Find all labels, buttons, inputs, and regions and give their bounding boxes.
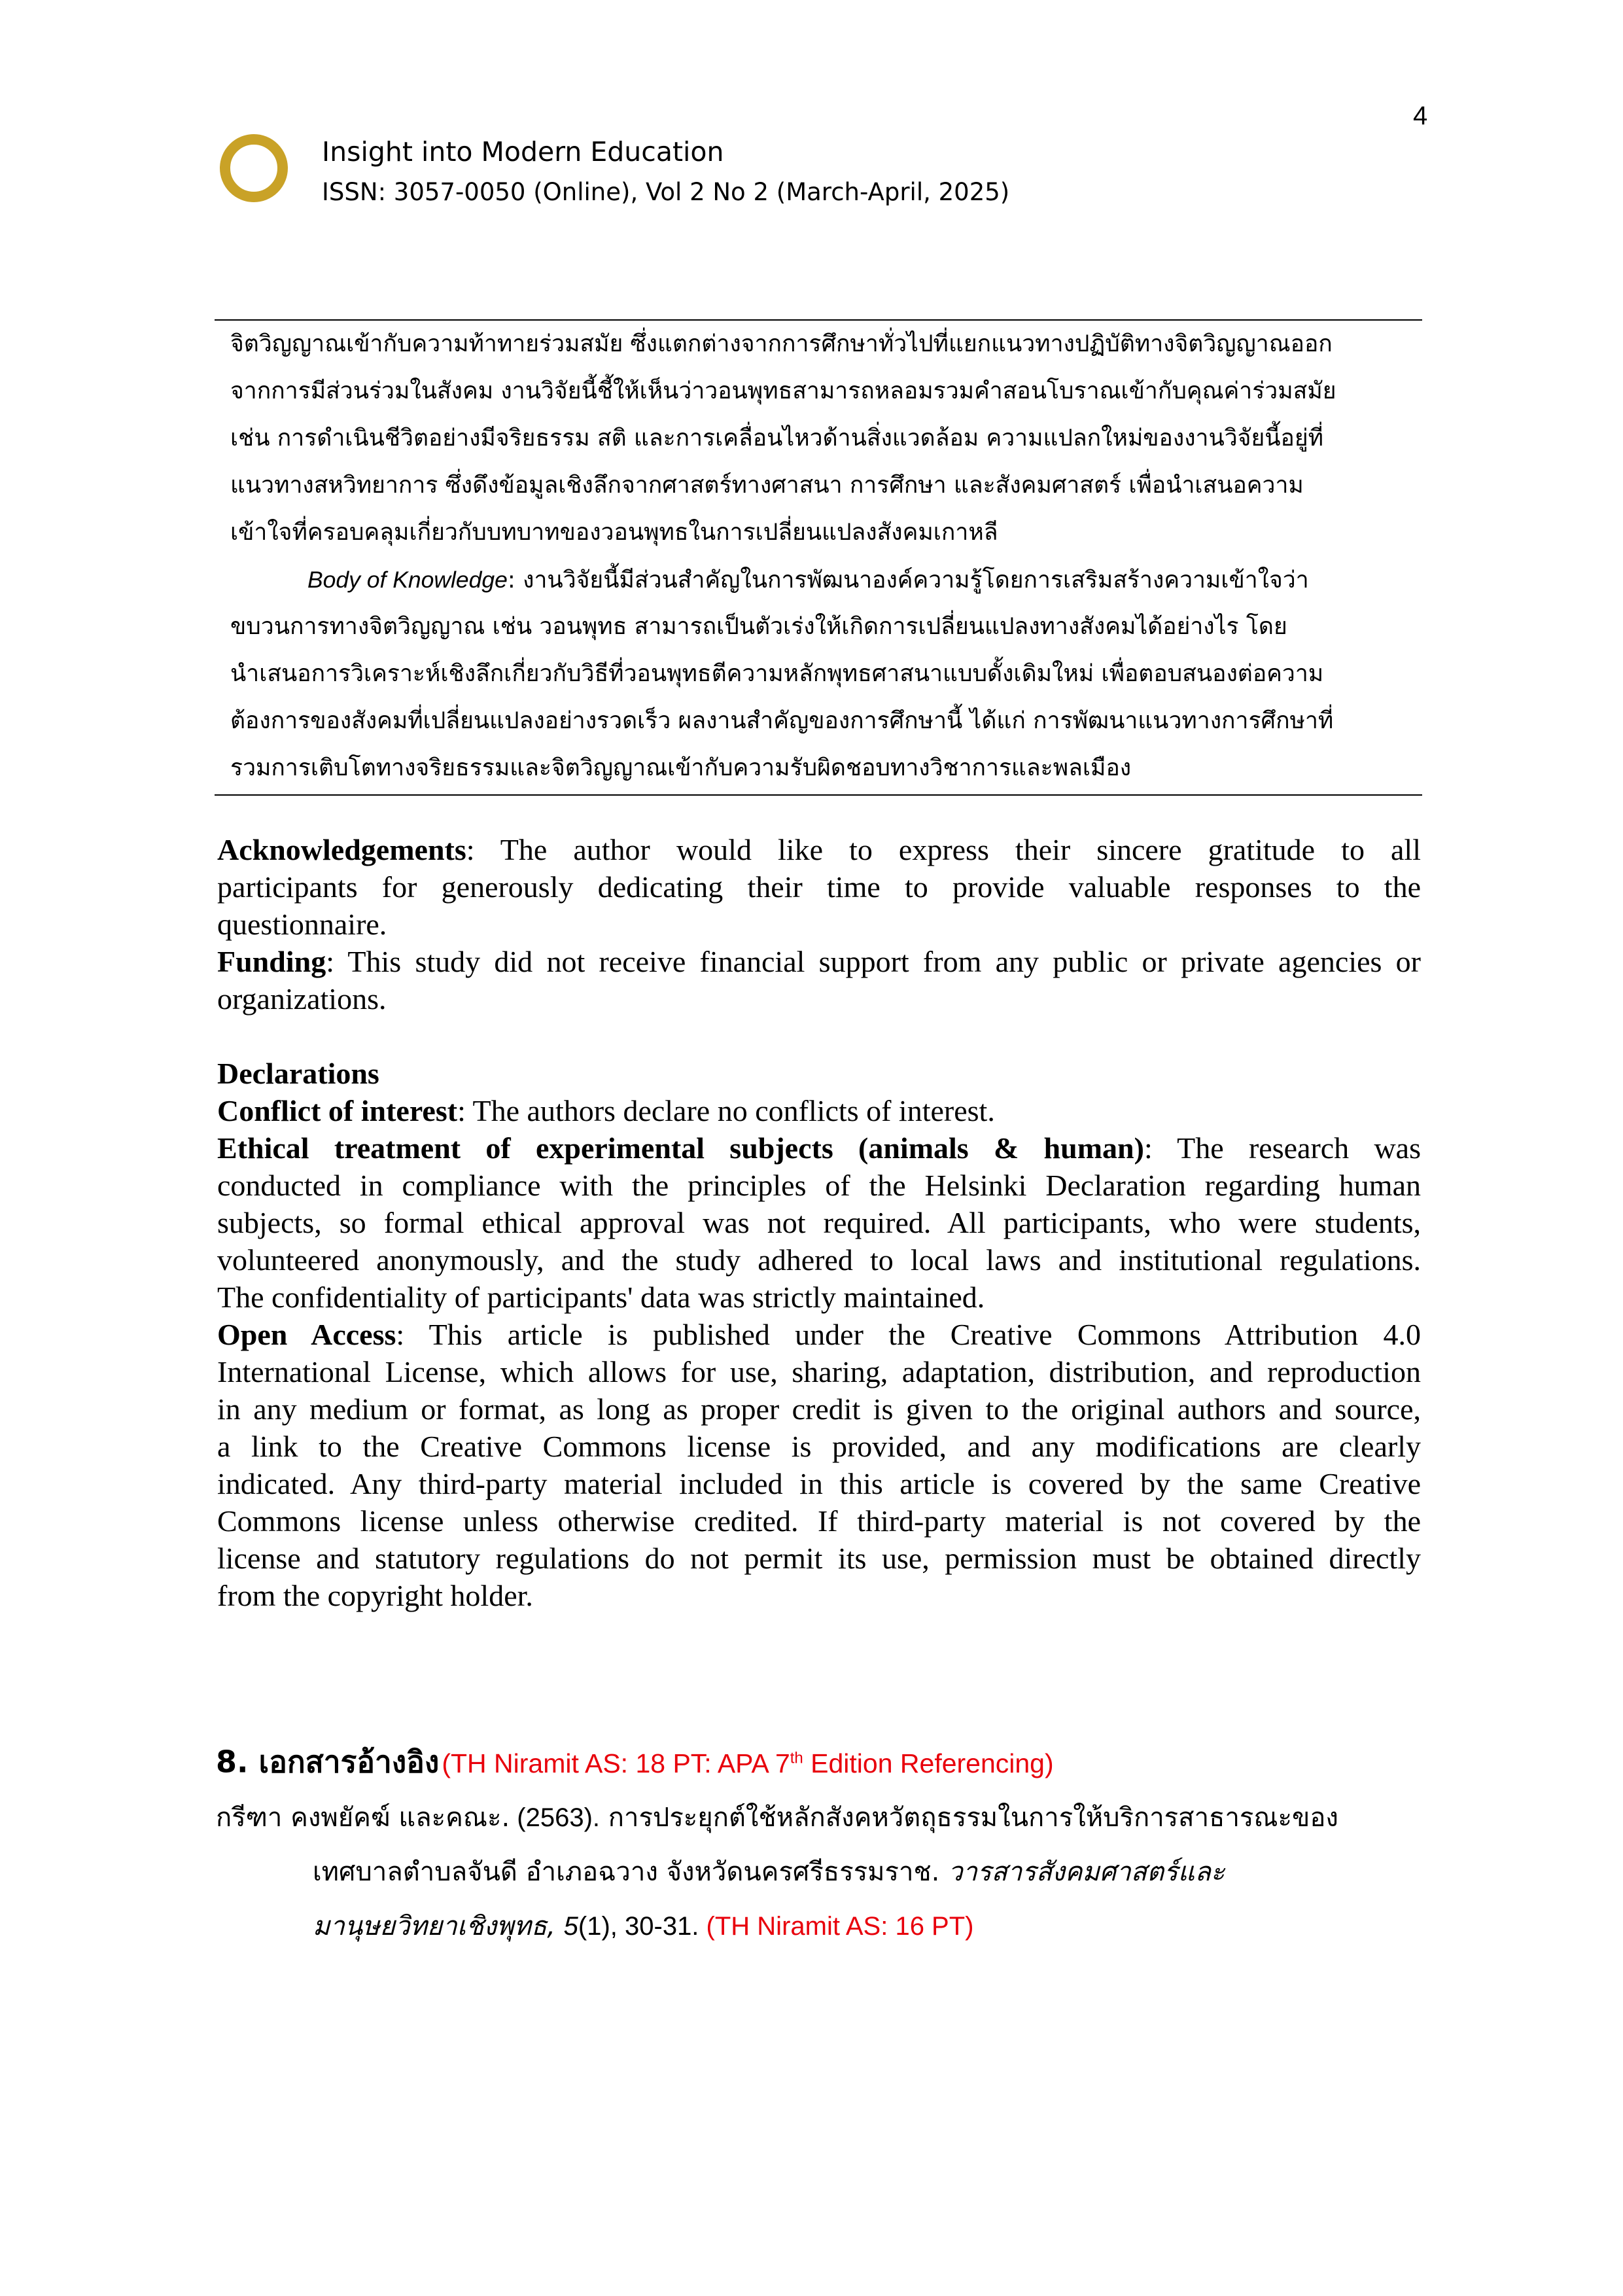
acknowledgements-text: : The author would like to express their sincere gratitude to all [466,833,1421,866]
reference-format-note: (TH Niramit AS: 16 PT) [699,1912,974,1941]
reference-entry-line [216,1796,1338,1839]
open-access-line: International License, which allows for use, sharing, adaptation, distribution, and reproduction [217,1355,1421,1388]
reference-entry-line [313,1905,973,1948]
ethical-line: volunteered anonymously, and the study adhered to local laws and institutional regulations. [217,1243,1421,1277]
thai-abstract-line: เช่น การดำเนินชีวิตอย่างมีจริยธรรม สติ และการเคลื่อนไหวด้านสิ่งแวดล้อม ความแปลกใหม่ของงานวิจัยนี้อยู่ที่ [230,425,1324,451]
funding-label: Funding [217,945,326,978]
acknowledgements-line: questionnaire. [217,908,387,941]
acknowledgements-line: participants for generously dedicating their time to provide valuable responses to the [217,870,1421,904]
ethical-label: Ethical treatment of experimental subjects (animals & human) [217,1131,1144,1165]
thai-abstract-line: จากการมีส่วนร่วมในสังคม งานวิจัยนี้ชี้ให้เห็นว่าวอนพุทธสามารถหลอมรวมคำสอนโบราณเข้ากับคุณค่าร่วมสมัย [230,378,1336,404]
ethical-line: subjects, so formal ethical approval was not required. All participants, who were students, [217,1206,1421,1239]
funding-line [217,943,1421,980]
body-of-knowledge-line: นำเสนอการวิเคราะห์เชิงลึกเกี่ยวกับวิธีที่วอนพุทธตีความหลักพุทธศาสนาแบบดั้งเดิมใหม่ เพื่อตอบสนองต่อความ [230,660,1324,687]
open-access-line: a link to the Creative Commons license is provided, and any modifications are clearly [217,1430,1421,1463]
reference-title: การประยุกต์ใช้หลักสังคหวัตถุธรรมในการให้บริการสาธารณะของ [600,1803,1338,1833]
references-heading-number: 8. [216,1744,259,1780]
journal-logo-ring-icon [220,134,288,202]
funding-text: : This study did not receive financial support from any public or private agencies or [326,945,1421,978]
reference-year: (2563). [510,1803,601,1832]
acknowledgements-label: Acknowledgements [217,833,466,866]
open-access-line: Commons license unless otherwise credited. If third-party material is not covered by the [217,1504,1421,1538]
open-access-line: in any medium or format, as long as proper credit is given to the original authors and source, [217,1392,1421,1426]
thai-abstract-line: เข้าใจที่ครอบคลุมเกี่ยวกับบทบาทของวอนพุทธในการเปลี่ยนแปลงสังคมเกาหลี [230,519,998,546]
references-heading-title: เอกสารอ้างอิง [258,1744,440,1780]
ethical-line: conducted in compliance with the principles of the Helsinki Declaration regarding human [217,1169,1421,1202]
reference-journal: วารสารสังคมศาสตร์และ [948,1857,1225,1887]
thai-abstract-line: จิตวิญญาณเข้ากับความท้าทายร่วมสมัย ซึ่งแตกต่างจากการศึกษาทั่วไปที่แยกแนวทางปฏิบัติทางจิตวิญญาณออก [230,330,1333,357]
declarations-heading-text: Declarations [217,1057,379,1090]
body-of-knowledge-line [307,560,1309,599]
reference-journal-cont: มานุษยวิทยาเชิงพุทธ, [313,1911,564,1941]
conflict-label: Conflict of interest [217,1094,458,1127]
open-access-line: from the copyright holder. [217,1579,533,1612]
references-heading [216,1735,1054,1781]
funding-line: organizations. [217,982,387,1016]
open-access-line [217,1316,1421,1353]
conflict-line [217,1092,1421,1129]
ethical-line: The confidentiality of participants' data was strictly maintained. [217,1280,985,1314]
references-heading-note [442,1748,1053,1778]
acknowledgements-line [217,831,1421,868]
reference-entry-line [313,1850,1225,1894]
heading-note-suffix: Edition Referencing) [803,1748,1054,1778]
reference-author: กรีฑา คงพยัคฆ์ และคณะ. [216,1803,510,1833]
body-of-knowledge-line: ขบวนการทางจิตวิญญาณ เช่น วอนพุทธ สามารถเป็นตัวเร่งให้เกิดการเปลี่ยนแปลงทางสังคมได้อย่างไร โดย [230,613,1287,640]
journal-name: Insight into Modern Education [322,136,724,168]
open-access-line: indicated. Any third-party material included in this article is covered by the same Creative [217,1467,1421,1500]
thai-abstract-line: แนวทางสหวิทยาการ ซึ่งดึงข้อมูลเชิงลึกจากศาสตร์ทางศาสนา การศึกษา และสังคมศาสตร์ เพื่อนำเสนอความ [230,472,1304,499]
open-access-text: : This article is published under the Creative Commons Attribution 4.0 [396,1318,1421,1351]
heading-note-sup: th [790,1749,803,1767]
reference-title-cont: เทศบาลตำบลจันดี อำเภอฉวาง จังหวัดนครศรีธรรมราช. [313,1857,949,1887]
body-of-knowledge-label: Body of Knowledge [307,567,508,593]
body-of-knowledge-line: ต้องการของสังคมที่เปลี่ยนแปลงอย่างรวดเร็ว ผลงานสำคัญของการศึกษานี้ ได้แก่ การพัฒนาแนวทางการศึกษาที่ [230,707,1334,734]
ethical-text: : The research was [1143,1131,1421,1165]
conflict-text: : The authors declare no conflicts of interest. [457,1094,995,1127]
reference-volume: 5 [563,1912,578,1941]
open-access-label: Open Access [217,1318,396,1351]
journal-issn: ISSN: 3057-0050 (Online), Vol 2 No 2 (March-April, 2025) [322,178,1010,206]
heading-note-prefix: (TH Niramit AS: 18 PT: APA 7 [442,1748,790,1778]
ethical-line [217,1129,1421,1167]
declarations-heading [217,1055,1421,1092]
body-of-knowledge-line: รวมการเติบโตทางจริยธรรมและจิตวิญญาณเข้ากับความรับผิดชอบทางวิชาการและพลเมือง [230,754,1132,781]
body-of-knowledge-text: : งานวิจัยนี้มีส่วนสำคัญในการพัฒนาองค์ความรู้โดยการเสริมสร้างความเข้าใจว่า [507,567,1309,593]
page-number: 4 [1413,101,1428,130]
reference-pages: (1), 30-31. [578,1912,699,1941]
open-access-line: license and statutory regulations do not permit its use, permission must be obtained directly [217,1542,1421,1575]
